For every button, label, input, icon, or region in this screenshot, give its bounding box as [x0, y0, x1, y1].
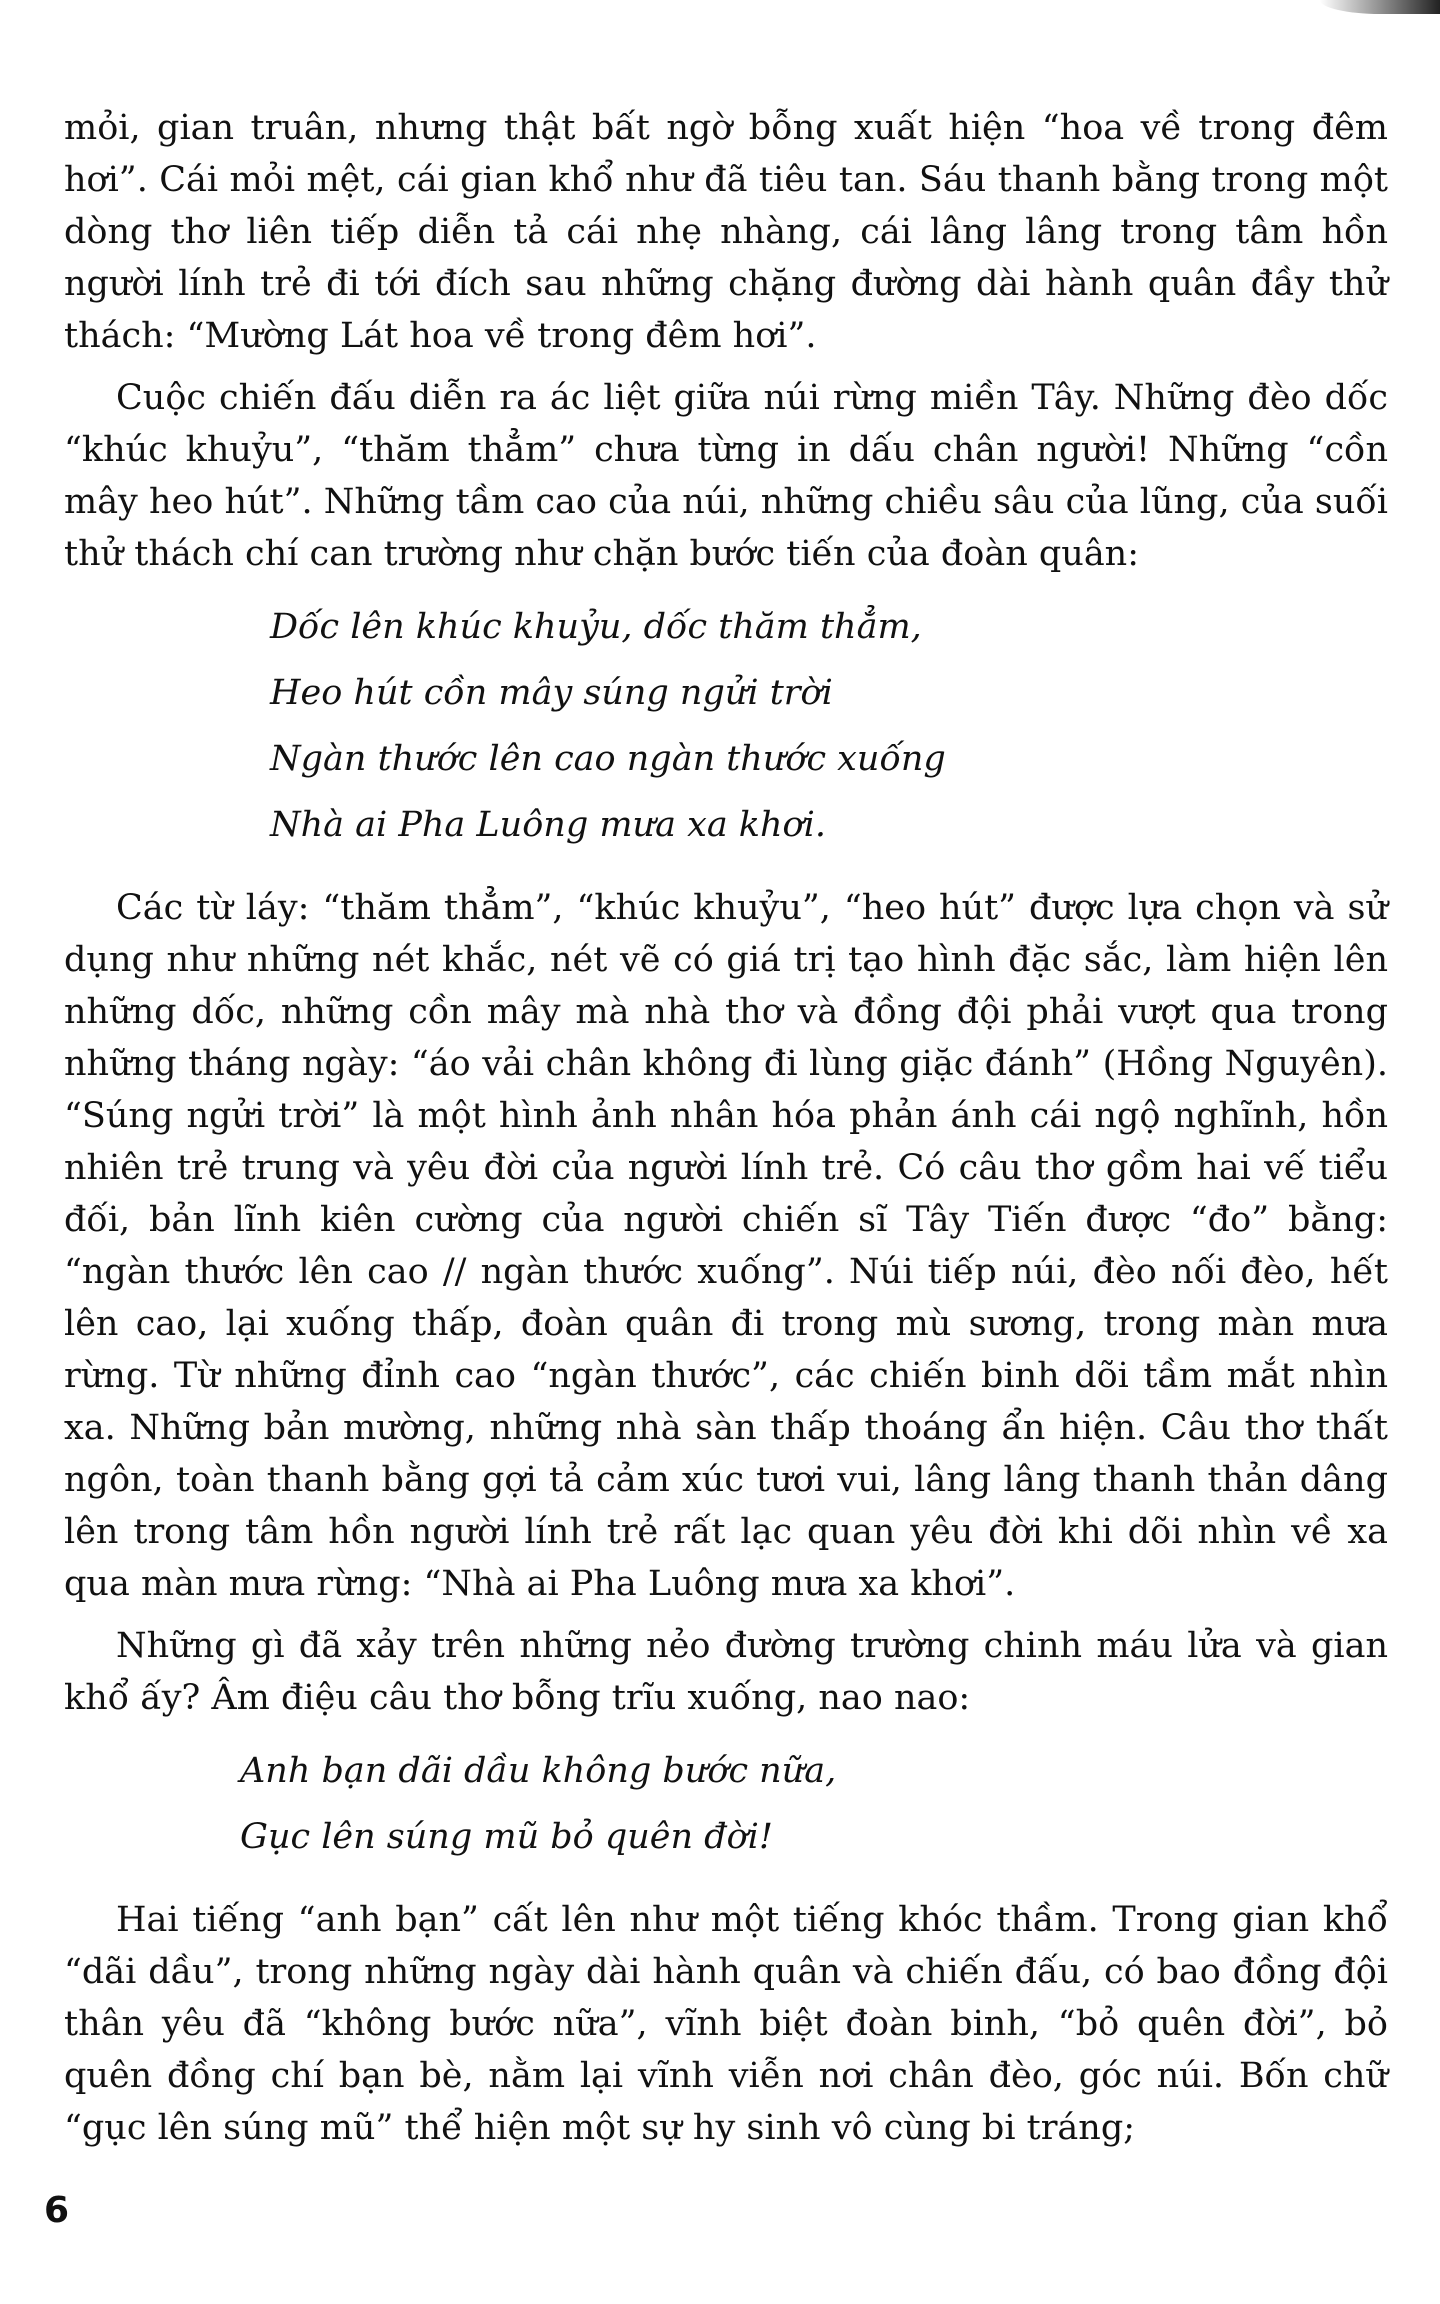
- poem-line: Nhà ai Pha Luông mưa xa khơi.: [270, 805, 826, 845]
- poem-line: Gục lên súng mũ bỏ quên đời!: [240, 1817, 773, 1857]
- poem-line: Heo hút cồn mây súng ngửi trời: [270, 673, 833, 713]
- poem-stanza-2: [240, 1738, 1388, 1870]
- paragraph-2: Cuộc chiến đấu diễn ra ác liệt giữa núi rừng miền Tây. Những đèo dốc “khúc khuỷu”, “thăm thẳm” chưa từng in dấu chân người! Những “cồn mây heo hút”. Những tầm cao của núi, những chiều sâu của lũng, của suối thử thách chí can trường như chặn bước tiến của đoàn quân:: [64, 378, 1388, 574]
- poem-stanza-1: [270, 594, 1388, 858]
- poem-line: Anh bạn dãi dầu không bước nữa,: [240, 1751, 837, 1791]
- paragraph-1: mỏi, gian truân, nhưng thật bất ngờ bỗng xuất hiện “hoa về trong đêm hơi”. Cái mỏi mệt, cái gian khổ như đã tiêu tan. Sáu thanh bằng trong một dòng thơ liên tiếp diễn tả cái nhẹ nhàng, cái lâng lâng trong tâm hồn người lính trẻ đi tới đích sau những chặng đường dài hành quân đầy thử thách: “Mường Lát hoa về trong đêm hơi”.: [64, 108, 1388, 356]
- poem-line: Ngàn thước lên cao ngàn thước xuống: [270, 739, 946, 779]
- paragraph-3: Các từ láy: “thăm thẳm”, “khúc khuỷu”, “heo hút” được lựa chọn và sử dụng như những nét khắc, nét vẽ có giá trị tạo hình đặc sắc, làm hiện lên những dốc, những cồn mây mà nhà thơ và đồng đội phải vượt qua trong những tháng ngày: “áo vải chân không đi lùng giặc đánh” (Hồng Nguyên). “Súng ngửi trời” là một hình ảnh nhân hóa phản ánh cái ngộ nghĩnh, hồn nhiên trẻ trung và yêu đời của người lính trẻ. Có câu thơ gồm hai vế tiểu đối, bản lĩnh kiên cường của người chiến sĩ Tây Tiến được “đo” bằng: “ngàn thước lên cao // ngàn thước xuống”. Núi tiếp núi, đèo nối đèo, hết lên cao, lại xuống thấp, đoàn quân đi trong mù sương, trong màn mưa rừng. Từ những đỉnh cao “ngàn thước”, các chiến binh dõi tầm mắt nhìn xa. Những bản mường, những nhà sàn thấp thoáng ẩn hiện. Câu thơ thất ngôn, toàn thanh bằng gợi tả cảm xúc tươi vui, lâng lâng thanh thản dâng lên trong tâm hồn người lính trẻ rất lạc quan yêu đời khi dõi nhìn về xa qua màn mưa rừng: “Nhà ai Pha Luông mưa xa khơi”.: [64, 888, 1388, 1604]
- poem-line: Dốc lên khúc khuỷu, dốc thăm thẳm,: [270, 607, 922, 647]
- paragraph-5: Hai tiếng “anh bạn” cất lên như một tiếng khóc thầm. Trong gian khổ “dãi dầu”, trong những ngày dài hành quân và chiến đấu, có bao đồng đội thân yêu đã “không bước nữa”, vĩnh biệt đoàn binh, “bỏ quên đời”, bỏ quên đồng chí bạn bè, nằm lại vĩnh viễn nơi chân đèo, góc núi. Bốn chữ “gục lên súng mũ” thể hiện một sự hy sinh vô cùng bi tráng;: [64, 1900, 1388, 2148]
- page-number: 6: [44, 2190, 70, 2231]
- page-corner-shadow: [1320, 0, 1440, 14]
- paragraph-4: Những gì đã xảy trên những nẻo đường trường chinh máu lửa và gian khổ ấy? Âm điệu câu thơ bỗng trĩu xuống, nao nao:: [64, 1626, 1388, 1718]
